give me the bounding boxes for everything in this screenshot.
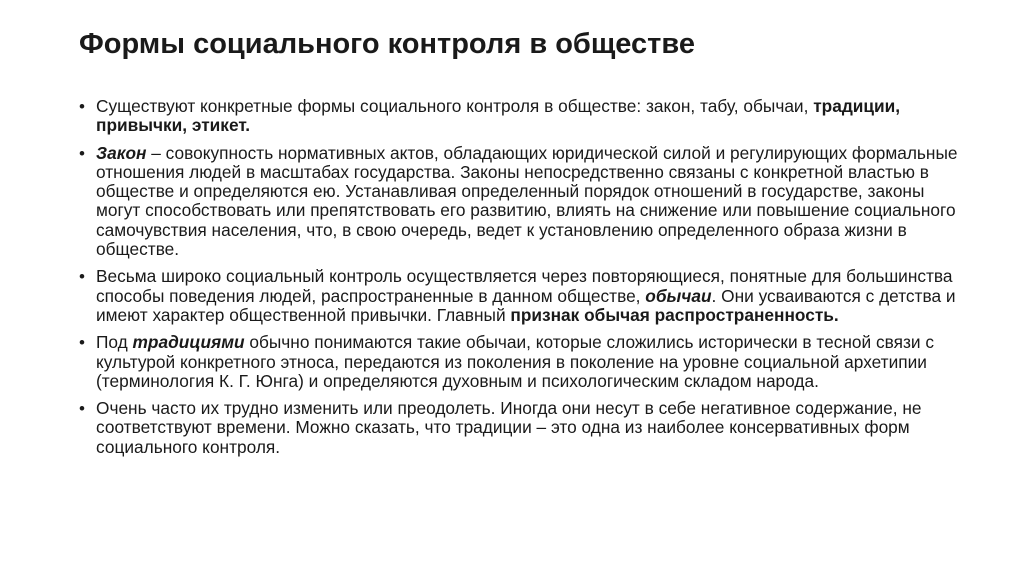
text-run: обычно понимаются такие обычаи, которые сложились исторически в тесной связи с культурой конкретного этноса, передаются из поколения в поколение на уровне социальной архетипии (терминология К. Г. Юнга) и определяются духовным и психологическим складом народа. (96, 332, 934, 391)
term-zakon: Закон (96, 142, 147, 163)
list-item-text (96, 267, 959, 325)
list-item (79, 267, 959, 325)
bullet-icon: • (79, 399, 85, 419)
list-item (79, 97, 959, 136)
text-run: – совокупность нормативных актов, обладающих юридической силой и регулирующих формальные отношения людей в масштабах государства. Законы непосредственно связаны с конкретной властью в обществе и определяются ею. Устанавливая определенный порядок отношений в государстве, законы могут способствовать или препятствовать его развитию, влиять на снижение или повышение социального самочувствия населения, что, в свою очередь, ведет к установлению определенного образа жизни в обществе. (96, 142, 958, 260)
bullet-icon: • (79, 97, 85, 116)
bullet-list (79, 97, 959, 465)
text-run: Весьма широко социальный контроль осуществляется через повторяющиеся, понятные для большинства способы поведения людей, распространенные в данном обществе, (96, 266, 953, 306)
bullet-icon: • (79, 267, 85, 287)
text-run: Очень часто их трудно изменить или преодолеть. Иногда они несут в себе негативное содержание, не соответствуют времени. Можно сказать, что традиции – это одна из наиболее консервативных форм социального контроля. (96, 398, 922, 457)
text-run: Под (96, 332, 133, 353)
list-item-text (96, 144, 959, 260)
text-run-emphasis: традиции, привычки, этикет. (96, 96, 901, 136)
bullet-icon: • (79, 333, 85, 353)
text-run: Существуют конкретные формы социального контроля в обществе: закон, табу, обычаи, (96, 96, 814, 116)
list-item-text (96, 97, 959, 136)
list-item (79, 333, 959, 391)
list-item-text (96, 333, 959, 391)
text-run: . Они усваиваются с детства и имеют характер общественной привычки. Главный (96, 285, 956, 325)
text-run-emphasis: признак обычая распространенность. (510, 304, 839, 325)
term-obychai: обычаи (645, 285, 712, 306)
bullet-icon: • (79, 143, 85, 163)
list-item-text (96, 399, 959, 457)
list-item (79, 399, 959, 457)
list-item (79, 144, 959, 260)
term-traditsii: традициями (132, 332, 245, 353)
slide-title: Формы социального контроля в обществе (79, 28, 695, 60)
